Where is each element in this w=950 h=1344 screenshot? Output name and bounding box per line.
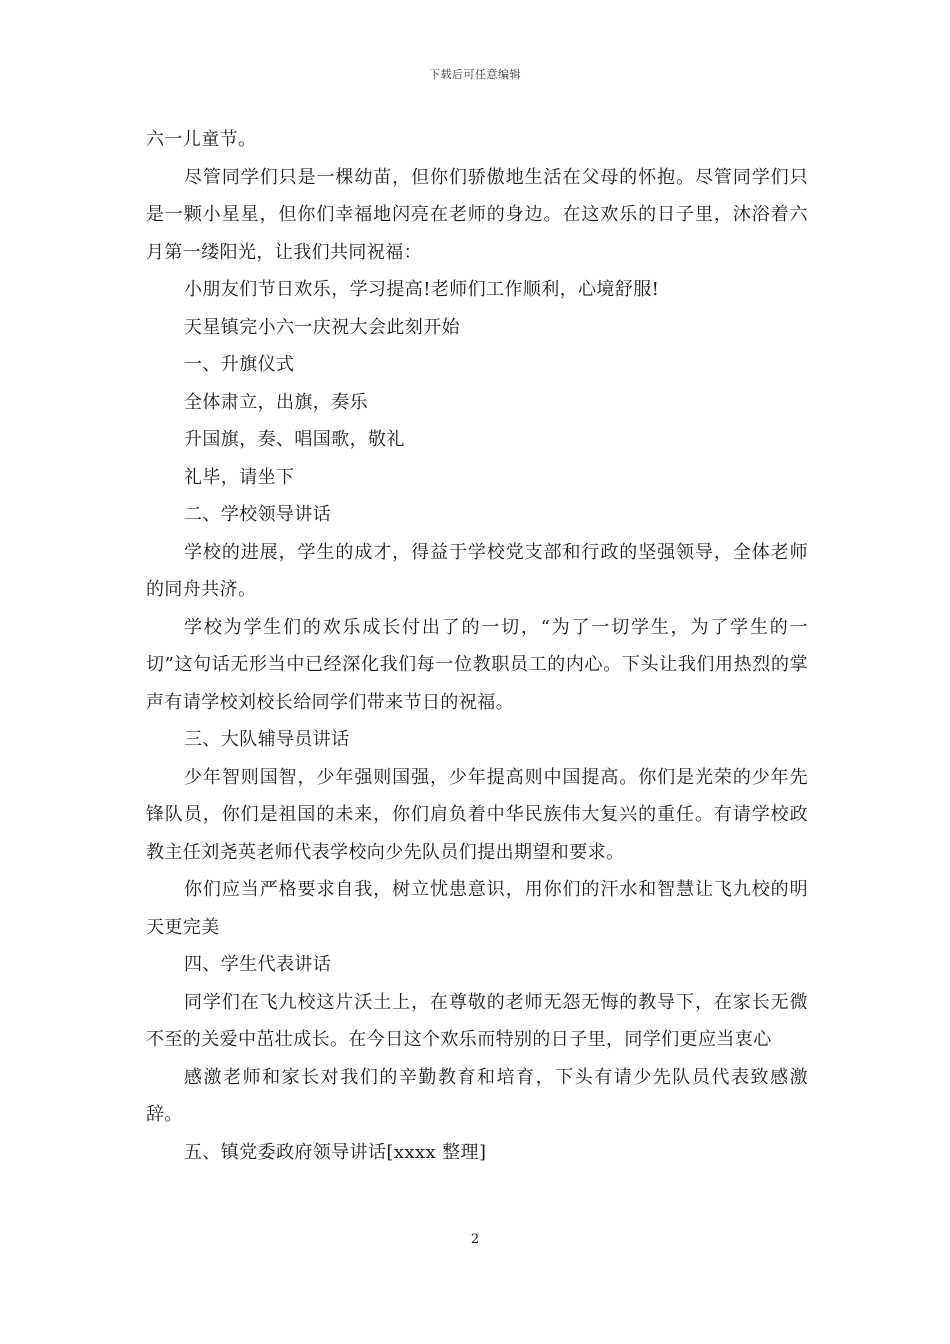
document-body [146, 121, 808, 1171]
paragraph-12: 同学们在飞九校这片沃土上，在尊敬的老师无怨无悔的教导下，在家长无微不至的关爱中茁壮成长。在今日这个欢乐而特别的日子里，同学们更应当衷心 [146, 991, 808, 1050]
paragraph-4: 天星镇完小六一庆祝大会此刻开始 [184, 316, 460, 338]
page-header: 下载后可任意编辑 [429, 68, 521, 81]
paragraph-5: 全体肃立，出旗，奏乐 [184, 391, 368, 413]
paragraph-10: 少年智则国智，少年强则国强，少年提高则中国提高。你们是光荣的少年先锋队员，你们是祖国的未来，你们肩负着中华民族伟大复兴的重任。有请学校政教主任刘尧英老师代表学校向少先队员们提出期望和要求。 [146, 766, 808, 863]
section-heading-4: 四、学生代表讲话 [184, 954, 332, 975]
paragraph-6: 升国旗，奏、唱国歌，敬礼 [184, 429, 405, 450]
paragraph-9: 学校为学生们的欢乐成长付出了的一切，“为了一切学生，为了学生的一切”这句话无形当中已经深化我们每一位教职员工的内心。下头让我们用热烈的掌声有请学校刘校长给同学们带来节日的祝福。 [146, 616, 808, 713]
paragraph-7: 礼毕，请坐下 [184, 466, 295, 488]
paragraph-13: 感激老师和家长对我们的辛勤教育和培育，下头有请少先队员代表致感激辞。 [146, 1066, 808, 1125]
paragraph-1: 六一儿童节。 [146, 129, 257, 150]
paragraph-2: 尽管同学们只是一棵幼苗，但你们骄傲地生活在父母的怀抱。尽管同学们只是一颗小星星，但你们幸福地闪亮在老师的身边。在这欢乐的日子里，沐浴着六月第一缕阳光，让我们共同祝福： [146, 166, 808, 263]
paragraph-11: 你们应当严格要求自我，树立忧患意识，用你们的汗水和智慧让飞九校的明天更完美 [146, 879, 808, 938]
page-number: 2 [470, 1232, 480, 1247]
section-heading-2: 二、学校领导讲话 [184, 504, 332, 525]
section-heading-5: 五、镇党委政府领导讲话[xxxx 整理] [184, 1141, 487, 1163]
section-heading-3: 三、大队辅导员讲话 [184, 729, 350, 750]
section-heading-1: 一、升旗仪式 [184, 354, 295, 375]
paragraph-3: 小朋友们节日欢乐，学习提高!老师们工作顺利，心境舒服! [184, 279, 660, 300]
paragraph-8: 学校的进展，学生的成才，得益于学校党支部和行政的坚强领导，全体老师的同舟共济。 [146, 541, 808, 600]
